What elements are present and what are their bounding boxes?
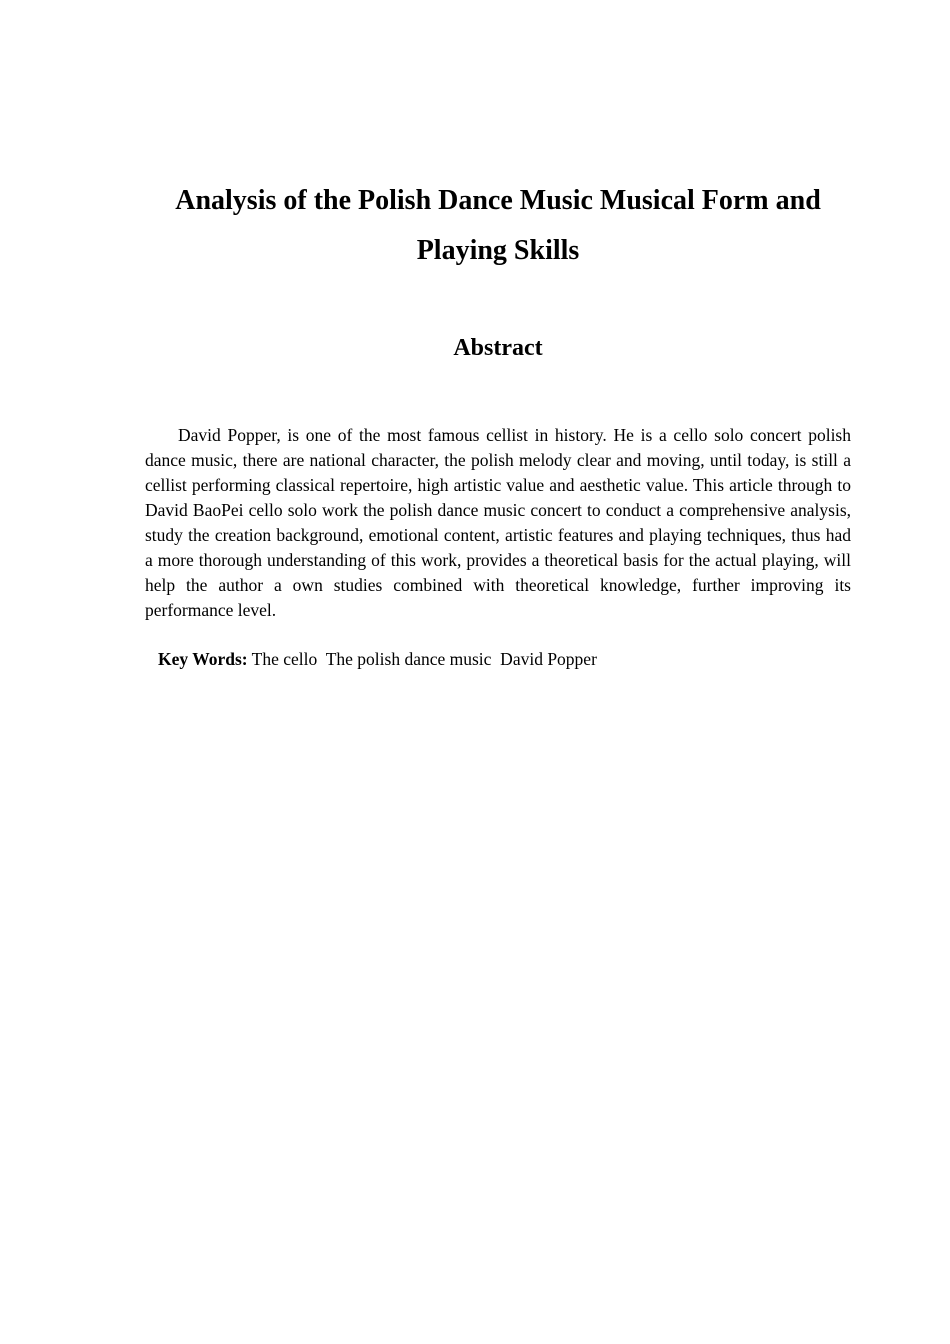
keywords-text: The cello The polish dance music David Popper [247,649,597,669]
keywords-line [158,647,851,672]
abstract-body: David Popper, is one of the most famous cellist in history. He is a cello solo concert polish dance music, there are national character, the polish melody clear and moving, until today, is still a cellist performing classical repertoire, high artistic value and aesthetic value. This article through to David BaoPei cello solo work the polish dance music concert to conduct a comprehensive analysis, study the creation background, emotional content, artistic features and playing techniques, thus had a more thorough understanding of this work, provides a theoretical basis for the actual playing, will help the author a own studies combined with theoretical knowledge, further improving its performance level. [145,425,851,620]
document-title: Analysis of the Polish Dance Music Musical Form and Playing Skills [175,185,821,266]
abstract-heading: Abstract [453,335,543,361]
keywords-label: Key Words: [158,649,248,669]
